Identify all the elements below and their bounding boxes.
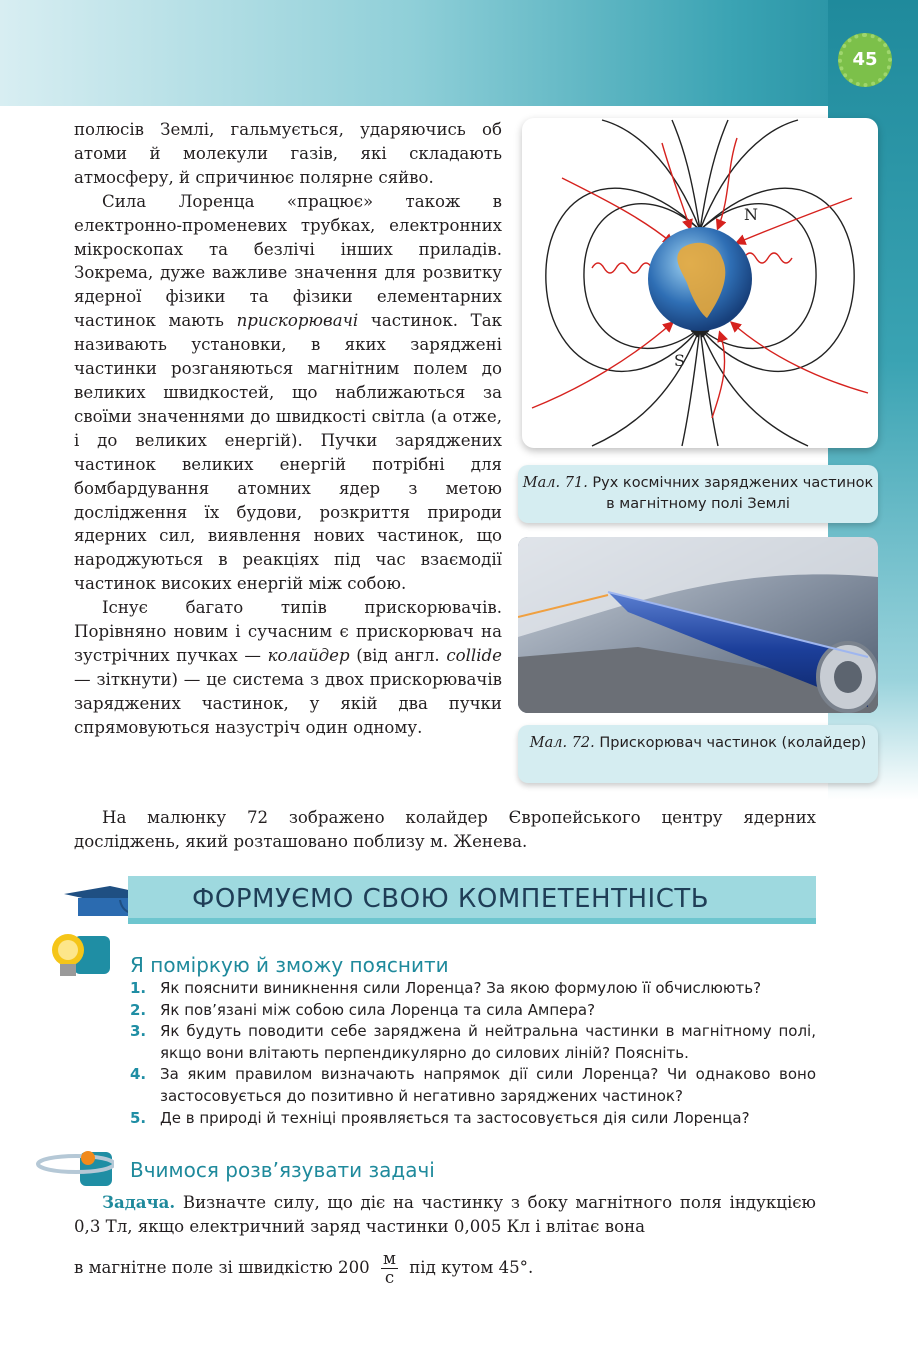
text-run: — зіткнути) — це система з двох прискорювачів заряджених частинок, у якій два пучки спрямовуються назустріч один одному. xyxy=(74,669,502,737)
task-line2-before: в магнітне поле зі швидкістю 200 xyxy=(74,1258,370,1277)
tasks-heading: Вчимося розв’язувати задачі xyxy=(130,1158,435,1182)
item-number: 2. xyxy=(130,1000,147,1019)
paragraph-1: полюсів Землі, гальмується, ударяючись об атоми й молекули газів, які складають атмосферу, й спричинює полярне сяйво. xyxy=(74,120,502,187)
figure-71-caption-text: Рух космічних заряджених частинок в магнітному полі Землі xyxy=(592,475,874,512)
task-paragraph xyxy=(74,1190,816,1239)
term-collide: collide xyxy=(446,645,502,665)
section-title: ФОРМУЄМО СВОЮ КОМПЕТЕНТНІСТЬ xyxy=(192,884,710,914)
lightbulb-icon xyxy=(44,928,114,984)
figure-72-caption-text: Прискорювач частинок (колайдер) xyxy=(599,735,867,751)
item-text: Як пов’язані між собою сила Лоренца та сила Ампера? xyxy=(160,1000,596,1019)
text-run: (від англ. xyxy=(349,645,447,665)
task-last-line xyxy=(74,1250,533,1287)
north-pole-label: N xyxy=(744,205,758,224)
page-number-badge: 45 xyxy=(838,33,892,87)
atom-orbit-icon xyxy=(30,1144,114,1190)
earth-field-illustration xyxy=(522,118,878,448)
collider-paragraph xyxy=(74,806,816,854)
item-number: 4. xyxy=(130,1065,147,1084)
fraction-numerator: м xyxy=(383,1249,396,1268)
collider-illustration xyxy=(518,537,878,713)
term-accelerators: прискорювачі xyxy=(236,311,359,331)
velocity-unit-fraction xyxy=(381,1250,398,1287)
figure-71-number: Мал. 71. xyxy=(522,475,588,491)
questions-list xyxy=(130,978,816,1129)
text-run: Сила Лоренца «працює» також в електронно-променевих трубках, електронних мікроскопах та безлічі інших приладів. Зокрема, дуже важливе значення для розвитку ядерної фізики та фізики елементарних частинок мають xyxy=(74,191,502,331)
figure-71-caption xyxy=(518,465,878,523)
figure-71-earth-magnetosphere xyxy=(522,118,878,448)
figure-72-caption xyxy=(518,725,878,783)
list-item xyxy=(130,1000,816,1022)
text-run: Існує багато типів прискорювачів. Порівняно новим і сучасним є прискорювач на зустрічних пучках — xyxy=(74,598,502,665)
header-band xyxy=(0,0,918,106)
task-text xyxy=(74,1190,816,1239)
paragraph-3 xyxy=(74,596,502,739)
main-text-column xyxy=(74,118,502,740)
figure-72-collider-photo xyxy=(518,537,878,713)
questions-heading: Я поміркую й зможу пояснити xyxy=(130,953,449,977)
paragraph-4: На малюнку 72 зображено колайдер Європейського центру ядерних досліджень, який розташовано поблизу м. Женева. xyxy=(74,808,816,851)
figure-72-number: Мал. 72. xyxy=(529,735,595,751)
list-item xyxy=(130,1064,816,1107)
fraction-denominator: с xyxy=(384,1268,395,1287)
section-header xyxy=(128,876,816,924)
task-body: Визначте силу, що діє на частинку з боку магнітного поля індукцією 0,3 Тл, якщо електричний заряд частинки 0,005 Кл і влітає вона xyxy=(74,1193,816,1236)
item-number: 1. xyxy=(130,979,147,997)
item-text: Як будуть поводити себе заряджена й нейтральна частинки в магнітному полі, якщо вони влітають перпендикулярно до силових ліній? Поясніть. xyxy=(160,1022,816,1062)
text-run: частинок. Так називають установки, в яких заряджені частинки розганяються магнітним полем до великих швидкостей, що наближаються за своїми значеннями до швидкості світла (а отже, і до великих енергій). Пучки заряджених частинок великих енергій потрібні для бомбардування атомних ядер з метою дослідження їх будови, розкриття природи ядерних сил, виявлення нових частинок, що народжуються в реакціях під час взаємодії частинок високих енергій між собою. xyxy=(74,311,502,594)
task-label: Задача. xyxy=(102,1192,176,1212)
item-number: 5. xyxy=(130,1108,147,1127)
task-line2-after: під кутом 45°. xyxy=(409,1258,534,1277)
item-text: Де в природі й техніці проявляється та застосовується дія сили Лоренца? xyxy=(160,1108,750,1127)
item-number: 3. xyxy=(130,1022,147,1041)
paragraph-2 xyxy=(74,190,502,596)
list-item xyxy=(130,978,816,1000)
south-pole-label: S xyxy=(674,351,685,370)
list-item xyxy=(130,1108,816,1130)
list-item xyxy=(130,1021,816,1064)
item-text: За яким правилом визначають напрямок дії сили Лоренца? Чи однаково воно застосовується до позитивно й негативно заряджених частинок? xyxy=(160,1065,816,1105)
term-collider: колайдер xyxy=(267,645,350,665)
item-text: Як пояснити виникнення сили Лоренца? За якою формулою її обчислюють? xyxy=(160,979,762,997)
